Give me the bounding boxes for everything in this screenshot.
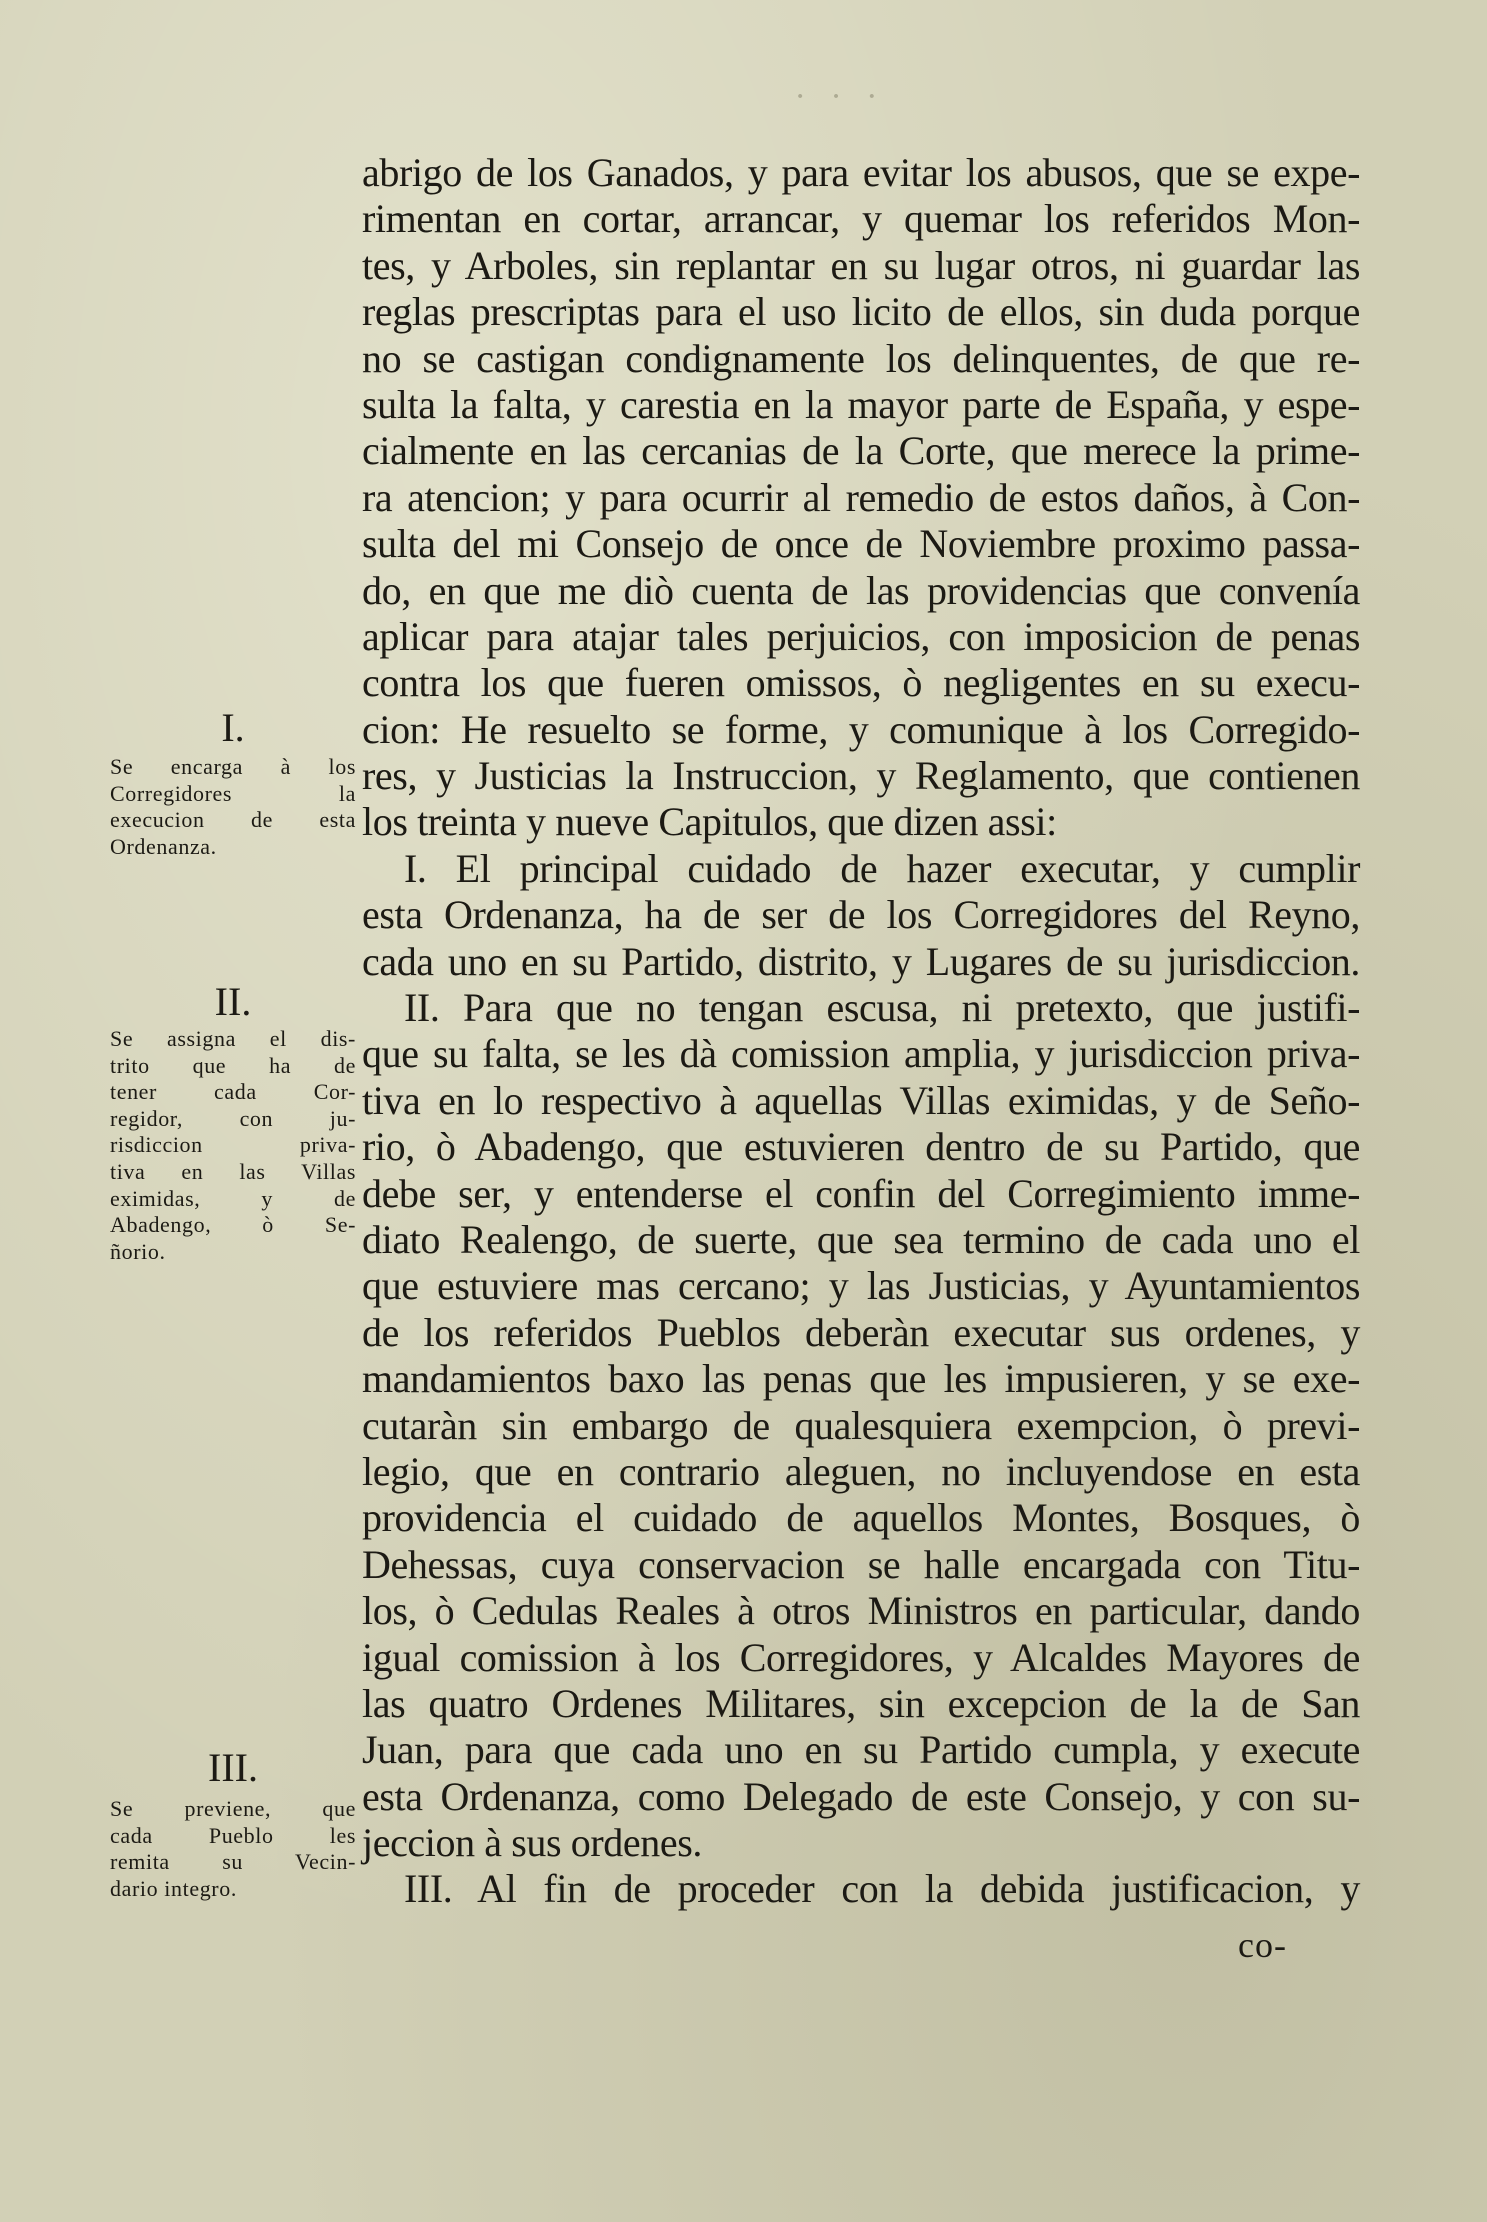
body-line: Dehessas, cuya conservacion se halle encargada con Titu- [362, 1541, 1360, 1587]
body-line: diato Realengo, de suerte, que sea termino de cada uno el [362, 1216, 1360, 1262]
margin-numeral: III. [208, 1745, 258, 1790]
margin-note-2 [110, 980, 356, 1265]
margin-note-line: Abadengo, ò Se- [110, 1212, 356, 1238]
body-line: rio, ò Abadengo, que estuvieren dentro de su Partido, que [362, 1124, 1360, 1170]
margin-numeral: I. [221, 705, 245, 750]
body-line: res, y Justicias la Instruccion, y Reglamento, que contienen [362, 753, 1360, 799]
body-line: cialmente en las cercanias de la Corte, que merece la prime- [362, 428, 1360, 474]
body-line: mandamientos baxo las penas que les impusieren, y se exe- [362, 1356, 1360, 1402]
body-line: I. El principal cuidado de hazer executar, y cumplir [404, 845, 1360, 891]
body-line: tes, y Arboles, sin replantar en su lugar otros, ni guardar las [362, 242, 1360, 288]
margin-note-line: ñorio. [110, 1238, 166, 1264]
body-line: esta Ordenanza, como Delegado de este Consejo, y con su- [362, 1773, 1360, 1819]
page-top-mark: · · · [794, 78, 886, 115]
body-line: sulta la falta, y carestia en la mayor parte de España, y espe- [362, 381, 1360, 427]
body-line: los, ò Cedulas Reales à otros Ministros en particular, dando [362, 1588, 1360, 1634]
margin-note-text [110, 1796, 356, 1902]
body-line: reglas prescriptas para el uso licito de ellos, sin duda porque [362, 289, 1360, 335]
body-line: jeccion à sus ordenes. [362, 1820, 702, 1866]
margin-note-line: eximidas, y de [110, 1185, 356, 1211]
body-line: Juan, para que cada uno en su Partido cumpla, y execute [362, 1727, 1360, 1773]
body-line: no se castigan condignamente los delinquentes, de que re- [362, 335, 1360, 381]
body-line: que su falta, se les dà comission amplia, y jurisdiccion priva- [362, 1031, 1360, 1077]
body-line: las quatro Ordenes Militares, sin excepcion de la de San [362, 1680, 1360, 1726]
body-line: debe ser, y entenderse el confin del Corregimiento imme- [362, 1170, 1360, 1216]
margin-note-1 [110, 706, 356, 860]
margin-note-line: regidor, con ju- [110, 1105, 356, 1131]
margin-note-line: remita su Vecin- [110, 1849, 356, 1875]
body-line: do, en que me diò cuenta de las providencias que convenía [362, 567, 1360, 613]
margin-note-line: Corregidores la [110, 780, 356, 806]
margin-note-text [110, 1026, 356, 1265]
margin-note-line: Se assigna el dis- [110, 1026, 356, 1051]
body-line: de los referidos Pueblos deberàn executar sus ordenes, y [362, 1309, 1360, 1355]
body-line: aplicar para atajar tales perjuicios, con imposicion de penas [362, 613, 1360, 659]
margin-note-line: Se encarga à los [110, 754, 356, 779]
margin-note-line: Se previene, que [110, 1796, 356, 1821]
margin-note-line: risdiccion priva- [110, 1132, 356, 1158]
margin-note-text [110, 754, 356, 860]
body-line: sulta del mi Consejo de once de Noviembre proximo passa- [362, 521, 1360, 567]
body-line: cada uno en su Partido, distrito, y Lugares de su jurisdiccion. [362, 938, 1360, 984]
body-line: que estuviere mas cercano; y las Justicias, y Ayuntamientos [362, 1263, 1360, 1309]
margin-note-line: tener cada Cor- [110, 1079, 356, 1105]
body-line: ra atencion; y para ocurrir al remedio de estos daños, à Con- [362, 474, 1360, 520]
body-line: abrigo de los Ganados, y para evitar los abusos, que se expe- [362, 150, 1360, 195]
body-line: cutaràn sin embargo de qualesquiera exempcion, ò previ- [362, 1402, 1360, 1448]
body-line: rimentan en cortar, arrancar, y quemar los referidos Mon- [362, 196, 1360, 242]
body-line: III. Al fin de proceder con la debida justificacion, y [404, 1866, 1360, 1912]
margin-numeral: II. [214, 979, 252, 1024]
margin-note-line: tiva en las Villas [110, 1158, 356, 1184]
body-line: esta Ordenanza, ha de ser de los Corregidores del Reyno, [362, 892, 1360, 938]
body-line: contra los que fueren omissos, ò negligentes en su execu- [362, 660, 1360, 706]
margin-note-3 [110, 1746, 356, 1902]
body-line: los treinta y nueve Capitulos, que dizen assi: [362, 799, 1057, 845]
margin-note-line: dario integro. [110, 1875, 237, 1901]
body-line: II. Para que no tengan escusa, ni pretexto, que justifi- [404, 985, 1360, 1031]
body-line: cion: He resuelto se forme, y comunique à los Corregido- [362, 706, 1360, 752]
catchword: co- [1238, 1925, 1287, 1965]
margin-note-line: trito que ha de [110, 1052, 356, 1078]
body-line: legio, que en contrario aleguen, no incluyendose en esta [362, 1448, 1360, 1494]
margin-note-line: execucion de esta [110, 807, 356, 833]
body-line: providencia el cuidado de aquellos Montes, Bosques, ò [362, 1495, 1360, 1541]
margin-note-line: cada Pueblo les [110, 1822, 356, 1848]
body-text [362, 150, 1360, 1913]
body-line: tiva en lo respectivo à aquellas Villas eximidas, y de Seño- [362, 1077, 1360, 1123]
body-line: igual comission à los Corregidores, y Alcaldes Mayores de [362, 1634, 1360, 1680]
margin-note-line: Ordenanza. [110, 833, 217, 859]
